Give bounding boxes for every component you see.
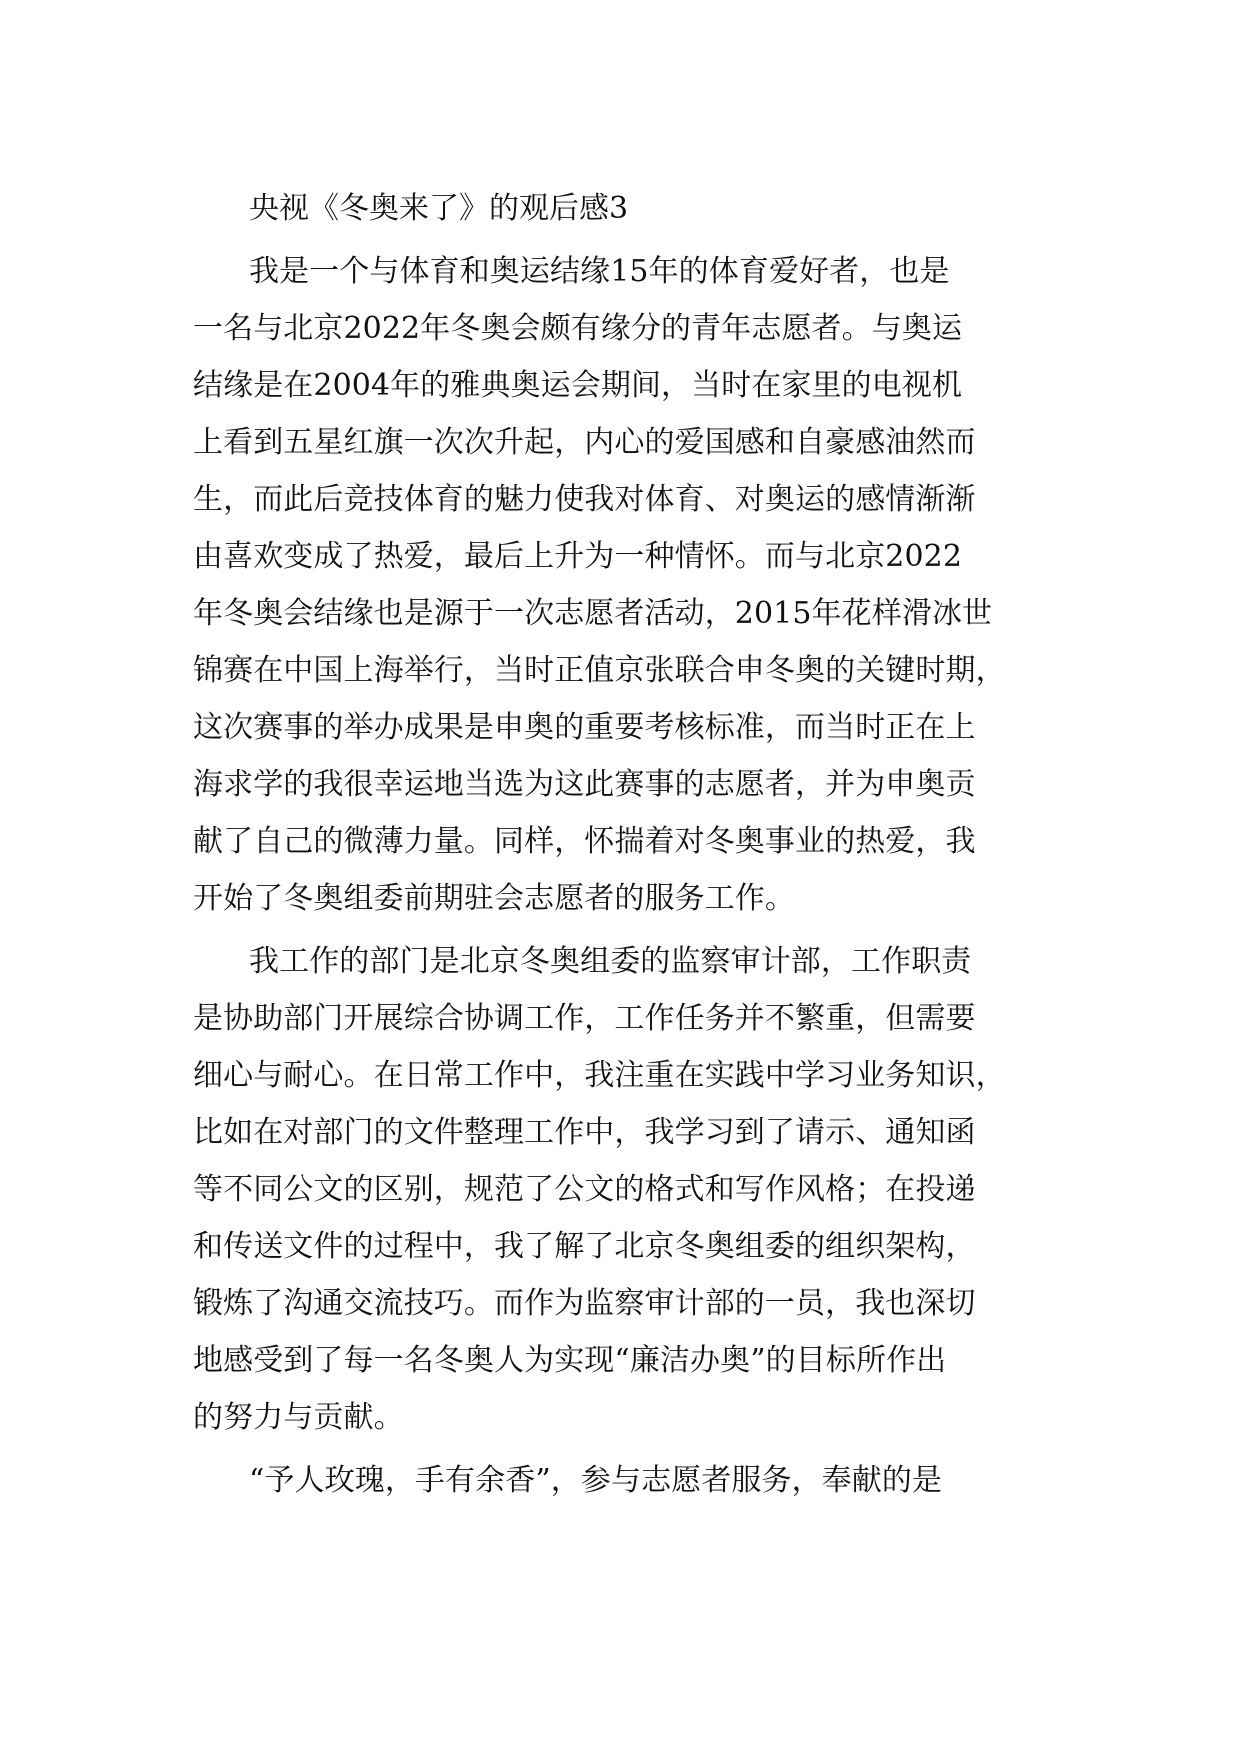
- paragraph-3-line-1: “予人玫瑰，手有余香”，参与志愿者服务，奉献的是: [249, 1463, 943, 1498]
- paragraph-1-line-3: 结缘是在2004年的雅典奥运会期间，当时在家里的电视机: [193, 368, 963, 403]
- document-title: 央视《冬奥来了》的观后感3: [249, 191, 629, 226]
- paragraph-2-line-8: 地感受到了每一名冬奥人为实现“廉洁办奥”的目标所作出: [193, 1343, 947, 1378]
- paragraph-2-line-5: 等不同公文的区别，规范了公文的格式和写作风格；在投递: [193, 1172, 976, 1207]
- paragraph-1-line-11: 献了自己的微薄力量。同样，怀揣着对冬奥事业的热爱，我: [193, 824, 976, 859]
- paragraph-1-line-9: 这次赛事的举办成果是申奥的重要考核标准，而当时正在上: [193, 710, 976, 745]
- paragraph-2-line-6: 和传送文件的过程中，我了解了北京冬奥组委的组织架构，: [193, 1229, 976, 1264]
- paragraph-2-line-7: 锻炼了沟通交流技巧。而作为监察审计部的一员，我也深切: [193, 1286, 976, 1321]
- paragraph-1-line-5: 生，而此后竞技体育的魅力使我对体育、对奥运的感情渐渐: [193, 482, 976, 517]
- paragraph-2-line-4: 比如在对部门的文件整理工作中，我学习到了请示、通知函: [193, 1115, 976, 1150]
- paragraph-1-line-12: 开始了冬奥组委前期驻会志愿者的服务工作。: [193, 881, 795, 916]
- paragraph-2-line-1: 我工作的部门是北京冬奥组委的监察审计部，工作职责: [249, 944, 972, 979]
- paragraph-1-line-4: 上看到五星红旗一次次升起，内心的爱国感和自豪感油然而: [193, 425, 976, 460]
- paragraph-2-line-9: 的努力与贡献。: [193, 1400, 404, 1435]
- paragraph-1-line-6: 由喜欢变成了热爱，最后上升为一种情怀。而与北京2022: [193, 539, 963, 574]
- paragraph-1-line-10: 海求学的我很幸运地当选为这此赛事的志愿者，并为申奥贡: [193, 767, 976, 802]
- paragraph-1-line-2: 一名与北京2022年冬奥会颇有缘分的青年志愿者。与奥运: [193, 311, 963, 346]
- paragraph-1-line-1: 我是一个与体育和奥运结缘15年的体育爱好者，也是: [249, 254, 950, 289]
- paragraph-2-line-2: 是协助部门开展综合协调工作，工作任务并不繁重，但需要: [193, 1001, 976, 1036]
- paragraph-2-line-3: 细心与耐心。在日常工作中，我注重在实践中学习业务知识，: [193, 1058, 1006, 1093]
- paragraph-1-line-7: 年冬奥会结缘也是源于一次志愿者活动，2015年花样滑冰世: [193, 596, 993, 631]
- paragraph-1-line-8: 锦赛在中国上海举行，当时正值京张联合申冬奥的关键时期，: [193, 653, 1006, 688]
